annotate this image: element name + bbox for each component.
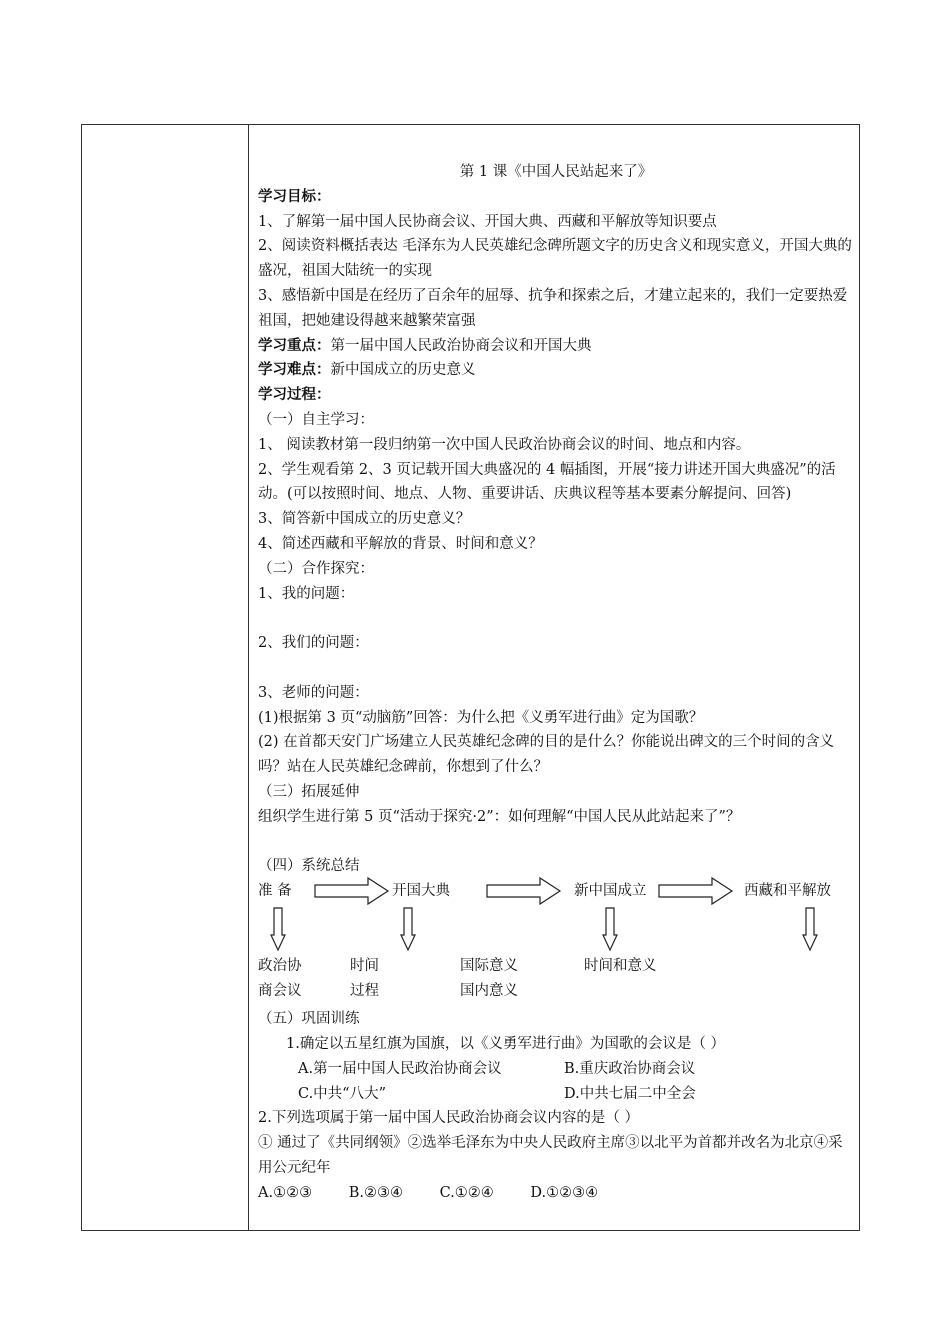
blank-space (258, 606, 854, 631)
question-2-options (258, 1181, 854, 1206)
goal-item: 1、了解第一届中国人民协商会议、开国大典、西藏和平解放等知识要点 (258, 213, 717, 230)
option-a: A.①②③ (258, 1184, 313, 1201)
question-2-body: ① 通过了《共同纲领》②选举毛泽东为中央人民政府主席③以北平为首都并改名为北京④采用公元纪年 (258, 1135, 843, 1176)
flow-detail: 时间和意义 (584, 958, 657, 975)
section-5-title: （五）巩固训练 (258, 1011, 360, 1028)
question-2-stem: 2.下列选项属于第一届中国人民政治协商会议内容的是（ ） (258, 1110, 639, 1127)
section-3-title: （三）拓展延伸 (258, 783, 360, 800)
lesson-title: 第 1 课《中国人民站起来了》 (459, 164, 653, 180)
self-study-item: 1、 阅读教材第一段归纳第一次中国人民政治协商会议的时间、地点和内容。 (258, 436, 751, 453)
flow-node-tibet-liberation: 西藏和平解放 (744, 883, 831, 900)
flow-detail: 商会议 (258, 983, 302, 1000)
goals-heading: 学习目标： (258, 187, 331, 205)
blank-space (258, 656, 854, 681)
question-1-options (258, 1057, 854, 1082)
question-1-options (258, 1082, 854, 1107)
teacher-question: 3、老师的问题： (258, 684, 369, 701)
summary-flow-diagram (258, 879, 854, 1007)
flow-node-founding-ceremony: 开国大典 (392, 883, 450, 900)
down-arrow-icon (400, 907, 416, 951)
right-arrow-icon (314, 877, 390, 905)
section-2-title: （二）合作探究： (258, 560, 374, 577)
flow-detail: 时间 (350, 958, 379, 975)
flow-detail: 政治协 (258, 958, 302, 975)
my-question: 1、我的问题： (258, 585, 355, 602)
difficulty-label: 学习难点： (258, 361, 331, 379)
down-arrow-icon (270, 907, 286, 951)
option-d: D.中共七届二中全会 (564, 1085, 696, 1102)
option-d: D.①②③④ (530, 1184, 599, 1201)
teacher-question-item: (1)根据第 3 页“动脑筋”回答：为什么把《义勇军进行曲》定为国歌？ (258, 709, 704, 726)
option-c: C.中共“八大” (298, 1085, 387, 1102)
extension-text: 组织学生进行第 5 页“活动于探究·2”：如何理解“中国人民从此站起来了”？ (258, 808, 741, 825)
teacher-question-item: (2) 在首都天安门广场建立人民英雄纪念碑的目的是什么？你能说出碑文的三个时间的含义吗？站在人民英雄纪念碑前，你想到了什么？ (258, 734, 835, 776)
self-study-item: 2、学生观看第 2、3 页记载开国大典盛况的 4 幅插图，开展“接力讲述开国大典盛况”的活动。(可以按照时间、地点、人物、重要讲话、庆典议程等基本要素分解提问、回答) (258, 461, 836, 503)
right-arrow-icon (658, 877, 734, 905)
down-arrow-icon (802, 907, 818, 951)
flow-node-preparation: 准 备 (258, 883, 292, 900)
flow-detail: 过程 (350, 983, 379, 1000)
table-column-divider (248, 124, 249, 1231)
down-arrow-icon (602, 907, 618, 951)
focus-text: 第一届中国人民政治协商会议和开国大典 (330, 337, 592, 354)
self-study-item: 4、简述西藏和平解放的背景、时间和意义？ (258, 535, 543, 552)
right-arrow-icon (486, 877, 562, 905)
question-1-stem: 1.确定以五星红旗为国旗，以《义勇军进行曲》为国歌的会议是（ ） (286, 1035, 725, 1052)
goal-item: 3、感悟新中国是在经历了百余年的屈辱、抗争和探索之后，才建立起来的，我们一定要热爱祖国，把她建设得越来越繁荣富强 (258, 287, 848, 329)
blank-space (258, 830, 854, 855)
flow-node-new-china: 新中国成立 (574, 883, 647, 900)
difficulty-line (258, 358, 854, 383)
our-question: 2、我们的问题： (258, 635, 369, 652)
difficulty-text: 新中国成立的历史意义 (330, 362, 476, 379)
option-c: C.①②④ (439, 1184, 494, 1201)
flow-detail: 国际意义 (460, 958, 518, 975)
option-b: B.重庆政治协商会议 (564, 1060, 696, 1077)
focus-label: 学习重点： (258, 336, 331, 354)
process-heading: 学习过程： (258, 386, 331, 404)
option-b: B.②③④ (348, 1184, 403, 1201)
self-study-item: 3、简答新中国成立的历史意义？ (258, 511, 471, 528)
option-a: A.第一届中国人民政治协商会议 (298, 1060, 502, 1077)
lesson-content (258, 160, 854, 1205)
section-4-title: （四）系统总结 (258, 858, 360, 875)
focus-line (258, 334, 854, 359)
section-1-title: （一）自主学习： (258, 411, 374, 428)
flow-detail: 国内意义 (460, 983, 518, 1000)
goal-item: 2、阅读资料概括表达 毛泽东为人民英雄纪念碑所题文字的历史含义和现实意义，开国大典的盛况，祖国大陆统一的实现 (258, 238, 852, 280)
